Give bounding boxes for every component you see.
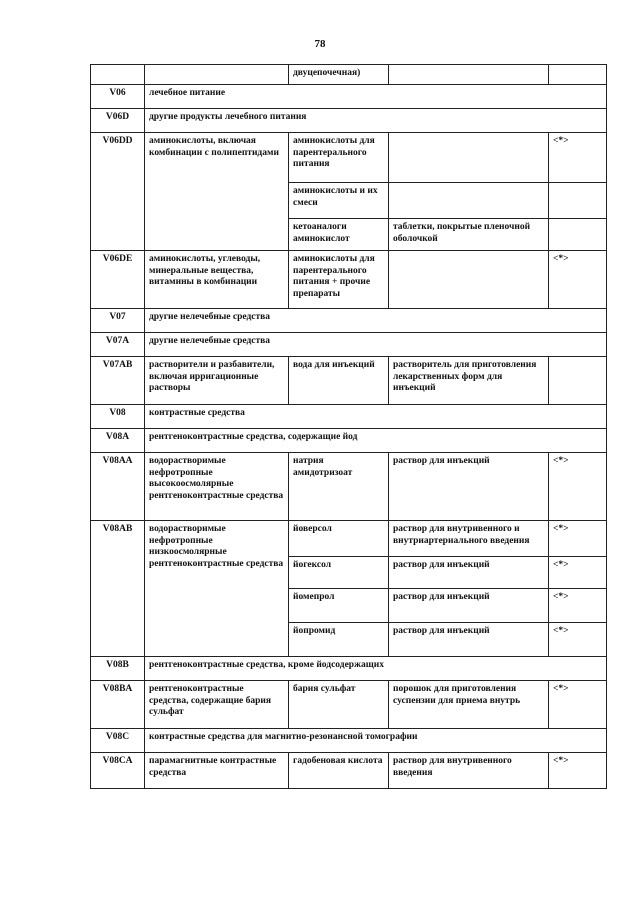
atc-code-cell: V06 bbox=[91, 85, 145, 109]
table-row bbox=[91, 429, 607, 453]
note-cell: <*> bbox=[549, 753, 607, 789]
atc-code-cell: V07AB bbox=[91, 357, 145, 405]
dosage-form-cell: таблетки, покрытые пленочной оболочкой bbox=[389, 219, 549, 251]
group-name-cell: водорастворимые нефротропные высокоосмолярные рентгеноконтрастные средства bbox=[145, 453, 289, 521]
substance-name-cell: кетоаналоги аминокислот bbox=[289, 219, 389, 251]
table-row bbox=[91, 521, 607, 557]
note-cell: <*> bbox=[549, 453, 607, 521]
group-name-cell: контрастные средства для магнитно-резонансной томографии bbox=[145, 729, 607, 753]
dosage-form-cell bbox=[389, 183, 549, 219]
substance-name-cell: бария сульфат bbox=[289, 681, 389, 729]
substance-name-cell: двуцепочечная) bbox=[289, 65, 389, 85]
atc-code-cell: V07A bbox=[91, 333, 145, 357]
table-row bbox=[91, 657, 607, 681]
dosage-form-cell bbox=[389, 133, 549, 183]
table-row bbox=[91, 681, 607, 729]
table-row bbox=[91, 133, 607, 183]
group-name-cell: водорастворимые нефротропные низкоосмолярные рентгеноконтрастные средства bbox=[145, 521, 289, 657]
table-row bbox=[91, 309, 607, 333]
note-cell bbox=[549, 357, 607, 405]
atc-code-cell: V08AA bbox=[91, 453, 145, 521]
dosage-form-cell: растворитель для приготовления лекарственных форм для инъекций bbox=[389, 357, 549, 405]
atc-code-cell bbox=[91, 65, 145, 85]
atc-code-cell: V06DE bbox=[91, 251, 145, 309]
dosage-form-cell bbox=[389, 65, 549, 85]
group-name-cell: парамагнитные контрастные средства bbox=[145, 753, 289, 789]
atc-code-cell: V08B bbox=[91, 657, 145, 681]
substance-name-cell: гадобеновая кислота bbox=[289, 753, 389, 789]
substance-name-cell: аминокислоты и их смеси bbox=[289, 183, 389, 219]
dosage-form-cell: порошок для приготовления суспензии для приема внутрь bbox=[389, 681, 549, 729]
group-name-cell bbox=[145, 65, 289, 85]
group-name-cell: другие нелечебные средства bbox=[145, 309, 607, 333]
note-cell: <*> bbox=[549, 623, 607, 657]
substance-name-cell: йомепрол bbox=[289, 589, 389, 623]
atc-code-cell: V08AB bbox=[91, 521, 145, 657]
substance-name-cell: йогексол bbox=[289, 557, 389, 589]
substance-name-cell: аминокислоты для парентерального питания bbox=[289, 133, 389, 183]
group-name-cell: лечебное питание bbox=[145, 85, 607, 109]
table-row bbox=[91, 357, 607, 405]
note-cell: <*> bbox=[549, 557, 607, 589]
group-name-cell: аминокислоты, углеводы, минеральные вещества, витамины в комбинации bbox=[145, 251, 289, 309]
atc-code-cell: V08C bbox=[91, 729, 145, 753]
table-row bbox=[91, 729, 607, 753]
atc-code-cell: V06D bbox=[91, 109, 145, 133]
table-row bbox=[91, 251, 607, 309]
page-number: 78 bbox=[314, 38, 326, 50]
group-name-cell: другие нелечебные средства bbox=[145, 333, 607, 357]
atc-code-cell: V08BA bbox=[91, 681, 145, 729]
note-cell: <*> bbox=[549, 133, 607, 183]
dosage-form-cell bbox=[389, 251, 549, 309]
atc-code-cell: V08 bbox=[91, 405, 145, 429]
dosage-form-cell: раствор для инъекций bbox=[389, 453, 549, 521]
table-row bbox=[91, 405, 607, 429]
group-name-cell: растворители и разбавители, включая ирригационные растворы bbox=[145, 357, 289, 405]
note-cell: <*> bbox=[549, 589, 607, 623]
table-row bbox=[91, 453, 607, 521]
atc-code-cell: V07 bbox=[91, 309, 145, 333]
table-row bbox=[91, 753, 607, 789]
table-row bbox=[91, 85, 607, 109]
drug-classification-table bbox=[90, 64, 607, 789]
note-cell bbox=[549, 65, 607, 85]
group-name-cell: рентгеноконтрастные средства, содержащие йод bbox=[145, 429, 607, 453]
atc-code-cell: V08CA bbox=[91, 753, 145, 789]
table-row bbox=[91, 109, 607, 133]
group-name-cell: контрастные средства bbox=[145, 405, 607, 429]
table-row bbox=[91, 65, 607, 85]
note-cell: <*> bbox=[549, 251, 607, 309]
note-cell: <*> bbox=[549, 681, 607, 729]
note-cell bbox=[549, 219, 607, 251]
group-name-cell: аминокислоты, включая комбинации с полипептидами bbox=[145, 133, 289, 251]
dosage-form-cell: раствор для внутривенного введения bbox=[389, 753, 549, 789]
substance-name-cell: йоверсол bbox=[289, 521, 389, 557]
substance-name-cell: йопромид bbox=[289, 623, 389, 657]
substance-name-cell: натрия амидотризоат bbox=[289, 453, 389, 521]
dosage-form-cell: раствор для внутривенного и внутриартериального введения bbox=[389, 521, 549, 557]
dosage-form-cell: раствор для инъекций bbox=[389, 623, 549, 657]
note-cell: <*> bbox=[549, 521, 607, 557]
table-row bbox=[91, 333, 607, 357]
substance-name-cell: аминокислоты для парентерального питания + прочие препараты bbox=[289, 251, 389, 309]
group-name-cell: рентгеноконтрастные средства, кроме йодсодержащих bbox=[145, 657, 607, 681]
note-cell bbox=[549, 183, 607, 219]
substance-name-cell: вода для инъекций bbox=[289, 357, 389, 405]
group-name-cell: другие продукты лечебного питания bbox=[145, 109, 607, 133]
dosage-form-cell: раствор для инъекций bbox=[389, 589, 549, 623]
atc-code-cell: V06DD bbox=[91, 133, 145, 251]
dosage-form-cell: раствор для инъекций bbox=[389, 557, 549, 589]
group-name-cell: рентгеноконтрастные средства, содержащие бария сульфат bbox=[145, 681, 289, 729]
atc-code-cell: V08A bbox=[91, 429, 145, 453]
